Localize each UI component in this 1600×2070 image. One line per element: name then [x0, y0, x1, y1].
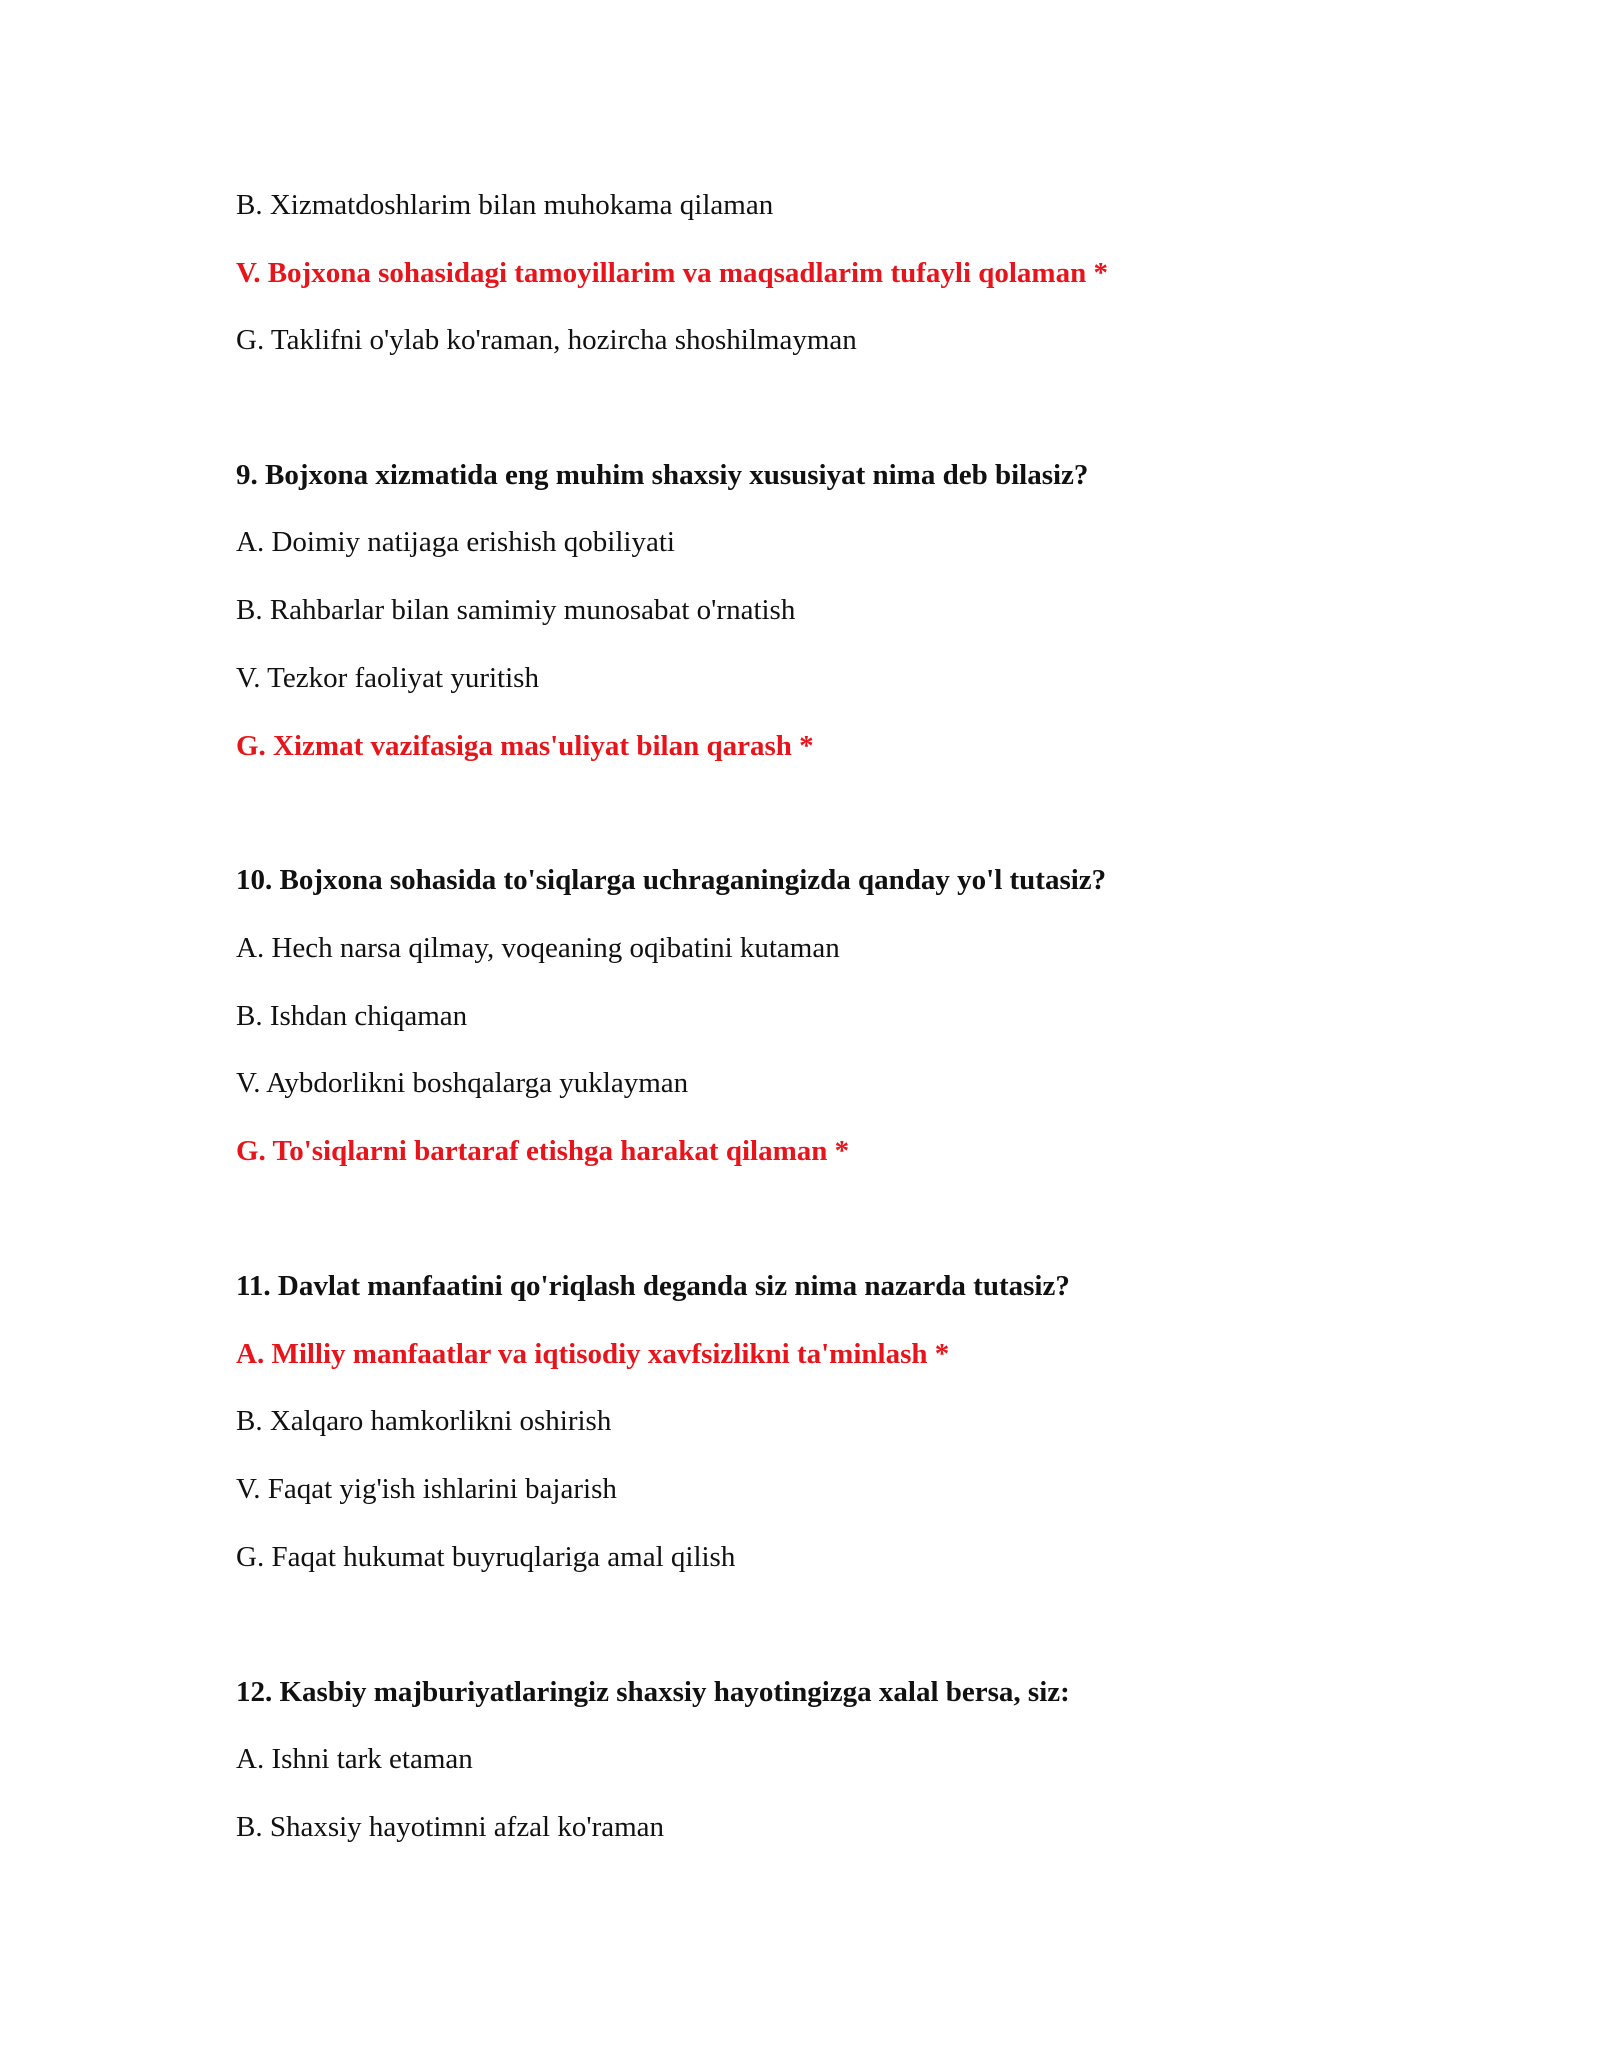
correct-option-g: G. To'siqlarni bartaraf etishga harakat qilaman * [236, 1135, 850, 1167]
option-a: A. Doimiy natijaga erishish qobiliyati [236, 526, 675, 558]
option-b: B. Shaxsiy hayotimni afzal ko'raman [236, 1811, 665, 1843]
option-v: V. Aybdorlikni boshqalarga yuklayman [236, 1067, 689, 1099]
option-g: G. Faqat hukumat buyruqlariga amal qilish [236, 1541, 736, 1573]
question-11: 11. Davlat manfaatini qo'riqlash deganda siz nima nazarda tutasiz? [236, 1270, 1070, 1302]
option-b: B. Xizmatdoshlarim bilan muhokama qilaman [236, 189, 774, 221]
option-a: A. Ishni tark etaman [236, 1743, 473, 1775]
question-12: 12. Kasbiy majburiyatlaringiz shaxsiy hayotingizga xalal bersa, siz: [236, 1676, 1070, 1708]
option-v: V. Faqat yig'ish ishlarini bajarish [236, 1473, 617, 1505]
correct-option-g: G. Xizmat vazifasiga mas'uliyat bilan qarash * [236, 730, 814, 762]
option-b: B. Xalqaro hamkorlikni oshirish [236, 1405, 612, 1437]
correct-option-a: A. Milliy manfaatlar va iqtisodiy xavfsizlikni ta'minlash * [236, 1338, 950, 1370]
option-a: A. Hech narsa qilmay, voqeaning oqibatini kutaman [236, 932, 840, 964]
question-10: 10. Bojxona sohasida to'siqlarga uchraganingizda qanday yo'l tutasiz? [236, 864, 1107, 896]
question-9: 9. Bojxona xizmatida eng muhim shaxsiy xususiyat nima deb bilasiz? [236, 459, 1089, 491]
correct-option-v: V. Bojxona sohasidagi tamoyillarim va maqsadlarim tufayli qolaman * [236, 257, 1108, 289]
option-b: B. Rahbarlar bilan samimiy munosabat o'rnatish [236, 594, 796, 626]
option-g: G. Taklifni o'ylab ko'raman, hozircha shoshilmayman [236, 324, 857, 356]
option-v: V. Tezkor faoliyat yuritish [236, 662, 539, 694]
option-b: B. Ishdan chiqaman [236, 1000, 468, 1032]
